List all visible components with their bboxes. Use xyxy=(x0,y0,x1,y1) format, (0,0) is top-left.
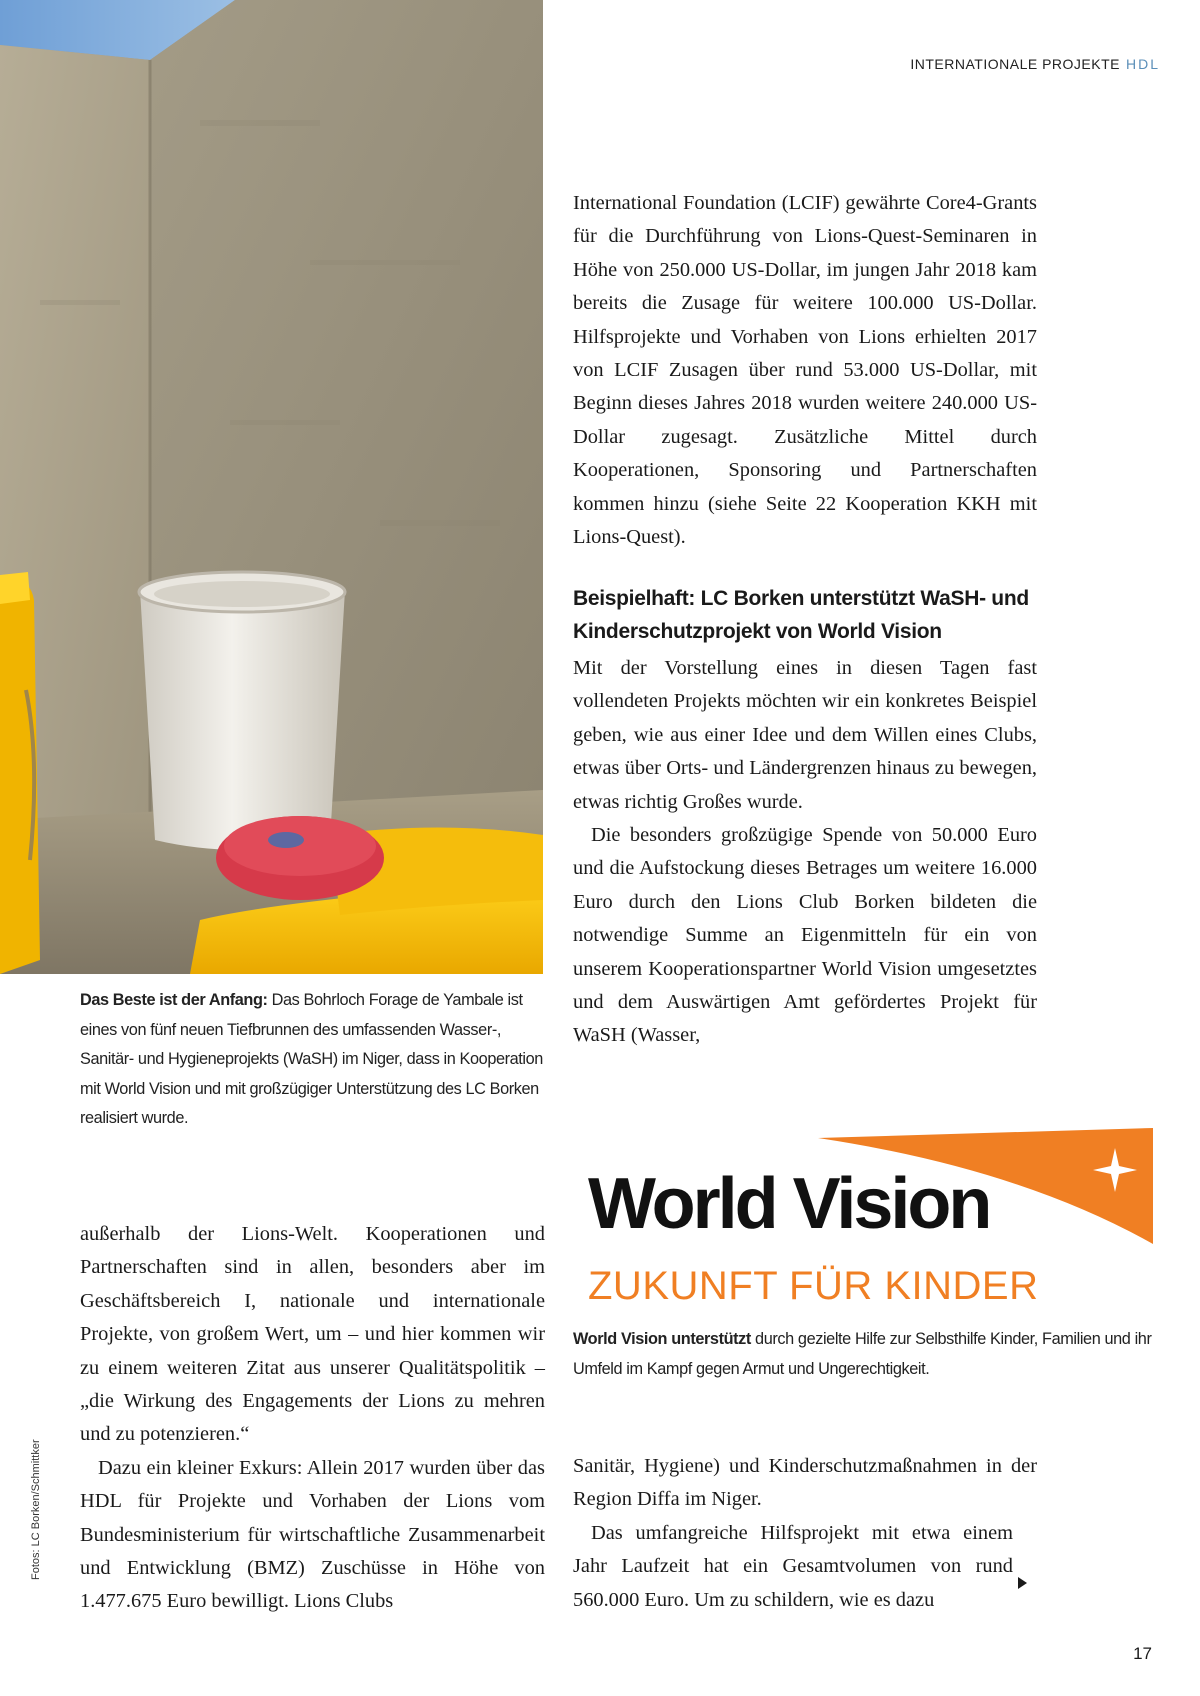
logo-caption xyxy=(573,1324,1163,1384)
paragraph: Dazu ein kleiner Exkurs: Allein 2017 wurden über das HDL für Projekte und Vorhaben der Lions vom Bundesministerium für wirtschaftliche Zusammenarbeit und Entwicklung (BMZ) Zuschüsse in Höhe von 1.477.675 Euro bewilligt. Lions Clubs xyxy=(80,1456,545,1613)
caption-text: Das Bohrloch Forage de Yambale ist eines von fünf neuen Tiefbrunnen des umfassenden Wasser-, Sanitär- und Hygieneprojekts (WaSH) im Niger, dass in Kooperation mit World Vision und mit großzügiger Unterstützung des LC Borken realisiert wurde. xyxy=(80,991,543,1128)
body-column-right-bottom xyxy=(573,1450,1037,1617)
brand-label: HDL xyxy=(1125,56,1160,72)
paragraph: außerhalb der Lions-Welt. Kooperationen und Partnerschaften sind in allen, besonders aber im Geschäftsbereich I, nationale und internationale Projekte, von großem Wert, um – und hier kommen wir zu einem weiteren Zitat aus unserer Qualitätspolitik – „die Wirkung des Engagements der Lions zu mehren und zu potenzieren.“ xyxy=(80,1223,545,1446)
body-column-right-top xyxy=(573,187,1037,554)
body-column-right-middle xyxy=(573,652,1037,1053)
paragraph: International Foundation (LCIF) gewährte Core4-Grants für die Durchführung von Lions-Quest-Seminaren in Höhe von 250.000 US-Dollar, im jungen Jahr 2018 kam bereits die Zusage für weitere 100.000 US-Dollar. Hilfsprojekte und Vorhaben von Lions erhielten 2017 von LCIF Zusagen über rund 53.000 US-Dollar, mit Beginn dieses Jahres 2018 wurden weitere 240.000 US-Dollar zugesagt. Zusätzliche Mittel durch Kooperationen, Sponsoring und Partnerschaften kommen hinzu (siehe Seite 22 Kooperation KKH mit Lions-Quest). xyxy=(573,192,1037,549)
photo-credit: Fotos: LC Borken/Schmittker xyxy=(30,1439,42,1580)
section-label: INTERNATIONALE PROJEKTE xyxy=(910,56,1120,72)
paragraph: Die besonders großzügige Spende von 50.000 Euro und die Aufstockung dieses Betrages um weitere 16.000 Euro durch den Lions Club Borken bildeten die notwendige Summe an Eigenmitteln für ein von unserem Kooperationspartner World Vision umgesetztes und dem Auswärtigen Amt gefördertes Projekt für WaSH (Wasser, xyxy=(573,824,1037,1047)
logo-caption-text: durch gezielte Hilfe zur Selbsthilfe Kinder, Familien und ihr Umfeld im Kampf gegen Armut und Ungerechtigkeit. xyxy=(573,1330,1152,1378)
paragraph: Sanitär, Hygiene) und Kinderschutzmaßnahmen in der Region Diffa im Niger. xyxy=(573,1455,1037,1511)
caption-lead: Das Beste ist der Anfang: xyxy=(80,991,268,1009)
continue-arrow-icon xyxy=(1018,1577,1027,1589)
paragraph: Das umfangreiche Hilfsprojekt mit etwa einem Jahr Laufzeit hat ein Gesamtvolumen von rund 560.000 Euro. Um zu schildern, wie es dazu xyxy=(573,1521,1013,1611)
page-number: 17 xyxy=(1133,1644,1152,1663)
well-photo xyxy=(0,0,543,974)
paragraph: Mit der Vorstellung eines in diesen Tagen fast vollendeten Projekts möchten wir ein konkretes Beispiel geben, wie aus einer Idee und dem Willen eines Clubs, etwas über Orts- und Ländergrenzen hinaus zu bewegen, etwas richtig Großes wurde. xyxy=(573,657,1037,813)
logo-wordmark: World Vision xyxy=(588,1164,990,1244)
logo-tagline: ZUKUNFT FÜR KINDER xyxy=(588,1264,1039,1308)
running-head xyxy=(910,56,1160,72)
section-subheading: Beispielhaft: LC Borken unterstützt WaSH- und Kinderschutzprojekt von World Vision xyxy=(573,587,1029,643)
photo-caption xyxy=(80,986,548,1134)
logo-caption-lead: World Vision unterstützt xyxy=(573,1330,751,1348)
body-column-left-bottom xyxy=(80,1218,545,1619)
